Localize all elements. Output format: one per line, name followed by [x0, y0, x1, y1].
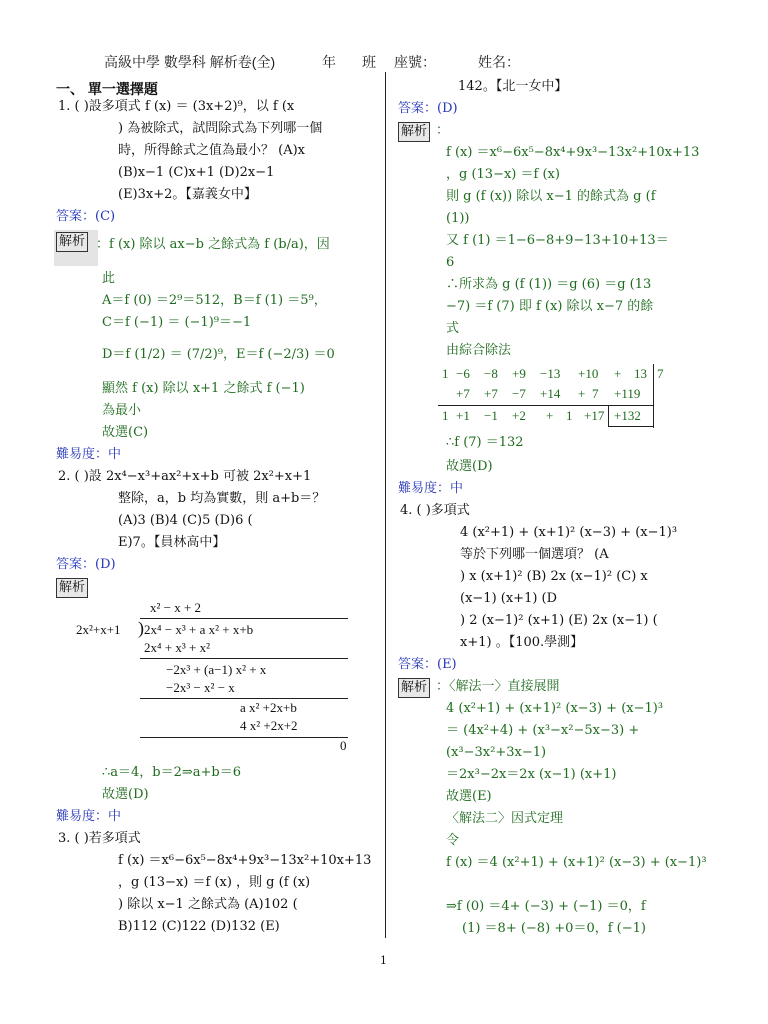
synth-r3-c7: +17 [584, 408, 605, 423]
class-field-label: 班 [362, 54, 376, 70]
name-field-label: 姓名： [478, 54, 520, 70]
q4-expl-line-9: f (x) ＝4 (x²+1) + (x+1)² (x−3) + (x−1)³ [446, 855, 707, 870]
q2-conclusion-2: 故選(D) [102, 787, 149, 802]
synth-divisor-bar [653, 364, 654, 428]
q3-difficulty: 難易度：中 [398, 481, 464, 496]
q2-step-1-bar [140, 658, 348, 659]
synth-r1-c2: −6 [456, 366, 470, 381]
column-divider [385, 72, 386, 938]
synth-r2-c6: 7 [592, 386, 599, 401]
section-heading: 一、 單一選擇題 [56, 81, 158, 97]
q1-line-5: (E)3x+2。【嘉義女中】 [118, 187, 257, 202]
q2-answer: 答案：(D) [56, 557, 116, 572]
q1-line-2: ) 為被除式，試問除式為下列哪一個 [118, 121, 323, 136]
q3-expl-line-2: ，g (13−x) ＝f (x) [446, 167, 560, 182]
q4-expl-line-7: 〈解法二〉因式定理 [446, 811, 564, 826]
q4-line-3: 等於下列哪一個選項？ (A [460, 547, 609, 562]
q1-expl-line-5: D＝f (1/2) ＝ (7/2)⁹，E＝f (−2/3) ＝0 [102, 347, 335, 362]
q4-expl-line-6: 故選(E) [446, 789, 492, 804]
q2-conclusion-1: ∴a＝4，b＝2⇒a+b＝6 [102, 765, 242, 780]
q3-conclusion-2: 故選(D) [446, 459, 493, 474]
q4-expl-line-10: ⇒f (0) ＝4+ (−3) + (−1) ＝0，f [446, 899, 646, 914]
synth-r2-c4: +14 [540, 386, 561, 401]
q2-line-4: E)7。【員林高中】 [118, 535, 226, 550]
q3-cont: 142。【北一女中】 [458, 79, 568, 94]
synth-r2-c7: +119 [614, 386, 641, 401]
synth-r2-c2: +7 [484, 386, 498, 401]
q1-answer: 答案：(C) [56, 209, 116, 224]
seat-field-label: 座號： [394, 54, 436, 70]
synth-r2-c1: +7 [456, 386, 470, 401]
synth-r3-c8: +132 [614, 408, 641, 423]
q2-step-2: −2x³ + (a−1) x² + x [166, 662, 267, 677]
synth-r3-c3: −1 [484, 408, 498, 423]
q3-line-3: ，g (13−x) ＝f (x) ，則 g (f (x) [118, 875, 311, 890]
q2-step-5-bar [140, 737, 348, 738]
q2-expl-label: 解析 [56, 578, 88, 598]
q3-expl-line-9: 式 [446, 321, 460, 336]
q4-answer: 答案：(E) [398, 657, 457, 672]
q2-step-5: 4 x² +2x+2 [240, 718, 298, 733]
exam-title: 高級中學 數學科 解析卷(全) [104, 54, 276, 70]
q3-expl-line-1: f (x) ＝x⁶−6x⁵−8x⁴+9x³−13x²+10x+13 [446, 145, 700, 160]
q2-divisor: 2x²+x+1 [76, 622, 121, 637]
q4-line-1: 4. ( )多項式 [400, 503, 470, 518]
q4-line-4: ) x (x+1)² (B) 2x (x−1)² (C) x [460, 569, 648, 584]
q3-expl-line-3: 則 g (f (x)) 除以 x−1 的餘式為 g (f [446, 189, 656, 204]
q1-expl-line-7: 為最小 [102, 403, 142, 418]
synth-r1-c4: +9 [512, 366, 526, 381]
synth-r2-c5: + [578, 386, 586, 401]
page-number: 1 [380, 954, 387, 967]
q4-expl-label: 解析 [398, 678, 430, 698]
q2-line-2: 整除，a，b 均為實數，則 a+b＝？ [118, 491, 326, 506]
q3-expl-line-8: −7) ＝f (7) 即 f (x) 除以 x−7 的餘 [446, 299, 654, 314]
q1-expl-line-1: ：f (x) 除以 ax−b 之餘式為 f (b/a)，因 [96, 237, 330, 252]
q2-division-bar [140, 618, 348, 619]
q1-expl-line-6: 顯然 f (x) 除以 x+1 之餘式 f (−1) [102, 381, 305, 396]
q4-expl-line-8: 令 [446, 833, 460, 848]
q3-line-5: B)112 (C)122 (D)132 (E) [118, 919, 280, 934]
q1-expl-line-3: A＝f (0) ＝2⁹＝512，B＝f (1) ＝5⁹， [102, 293, 327, 308]
q3-expl-line-7: ∴所求為 g (f (1)) ＝g (6) ＝g (13 [446, 277, 652, 292]
synth-r1-c5: −13 [540, 366, 561, 381]
q2-step-3-bar [140, 698, 348, 699]
q3-expl-label: 解析 [398, 122, 430, 142]
q1-difficulty: 難易度：中 [56, 447, 122, 462]
q2-step-4: a x² +2x+b [240, 700, 297, 715]
q2-line-3: (A)3 (B)4 (C)5 (D)6 ( [118, 513, 253, 528]
synth-r3-c5: + [546, 408, 554, 423]
q1-line-4: (B)x−1 (C)x+1 (D)2x−1 [118, 165, 275, 180]
q3-colon: ： [436, 123, 450, 138]
q2-step-1: 2x⁴ + x³ + x² [144, 640, 210, 655]
synth-r1-c7: + [614, 366, 622, 381]
q3-line-2: f (x) ＝x⁶−6x⁵−8x⁴+9x³−13x²+10x+13 [118, 853, 372, 868]
synth-r1-c8: 13 [634, 366, 647, 381]
q4-line-7: x+1) 。【100.學測】 [460, 635, 584, 650]
q4-expl-line-5: ＝2x³−2x＝2x (x−1) (x+1) [446, 767, 617, 782]
q3-line-4: ) 除以 x−1 之餘式為 (A)102 ( [118, 897, 298, 912]
q3-expl-line-10: 由綜合除法 [446, 343, 512, 358]
q2-step-3: −2x³ − x² − x [166, 680, 235, 695]
q3-expl-line-5: 又 f (1) ＝1−6−8+9−13+10+13＝ [446, 233, 669, 248]
q1-expl-label: 解析 [56, 232, 88, 252]
q4-expl-line-2: 4 (x²+1) + (x+1)² (x−3) + (x−1)³ [446, 701, 664, 716]
q4-line-6: ) 2 (x−1)² (x+1) (E) 2x (x−1) ( [460, 613, 658, 628]
year-field-label: 年 [322, 54, 336, 70]
q1-expl-line-2: 此 [102, 271, 116, 286]
q2-quotient: x² − x + 2 [150, 600, 202, 615]
q3-expl-line-6: 6 [446, 255, 455, 270]
q2-division-bracket: ) [138, 618, 144, 638]
q1-expl-line-4: C＝f (−1) ＝ (−1)⁹＝−1 [102, 315, 252, 330]
synth-r3-c4: +2 [512, 408, 526, 423]
q3-answer: 答案：(D) [398, 101, 458, 116]
q3-expl-line-4: (1)) [446, 211, 470, 226]
synth-r1-c3: −8 [484, 366, 498, 381]
synth-r1-c6: +10 [578, 366, 599, 381]
q2-line-1: 2. ( )設 2x⁴−x³+ax²+x+b 可被 2x²+x+1 [58, 469, 312, 484]
synth-r3-c1: 1 [442, 408, 449, 423]
q2-remainder: 0 [340, 738, 347, 753]
q2-difficulty: 難易度：中 [56, 809, 122, 824]
q4-expl-line-1: ：〈解法一〉直接展開 [436, 679, 560, 694]
synth-r2-c3: −7 [512, 386, 526, 401]
q1-line-3: 時，所得餘式之值為最小？ (A)x [118, 143, 305, 158]
q1-line-1: 1. ( )設多項式 f (x) ＝ (3x+2)⁹，以 f (x [58, 99, 295, 114]
q4-expl-line-11: (1) ＝8+ (−8) +0＝0，f (−1) [462, 921, 646, 936]
synth-r1-c1: 1 [442, 366, 449, 381]
q3-conclusion-1: ∴f (7) ＝132 [446, 435, 524, 450]
q3-line-1: 3. ( )若多項式 [58, 831, 141, 846]
synth-divisor: 7 [657, 366, 664, 381]
q2-dividend: 2x⁴ − x³ + a x² + x+b [144, 622, 254, 637]
synth-r3-c6: 1 [566, 408, 573, 423]
q4-expl-line-3: ＝ (4x²+4) + (x³−x²−5x−3) + [446, 723, 640, 738]
q4-line-5: (x−1) (x+1) (D [460, 591, 558, 606]
q1-expl-line-8: 故選(C) [102, 425, 149, 440]
q4-line-2: 4 (x²+1) + (x+1)² (x−3) + (x−1)³ [460, 525, 678, 540]
q4-expl-line-4: (x³−3x²+3x−1) [446, 745, 547, 760]
synth-r3-c2: +1 [456, 408, 470, 423]
